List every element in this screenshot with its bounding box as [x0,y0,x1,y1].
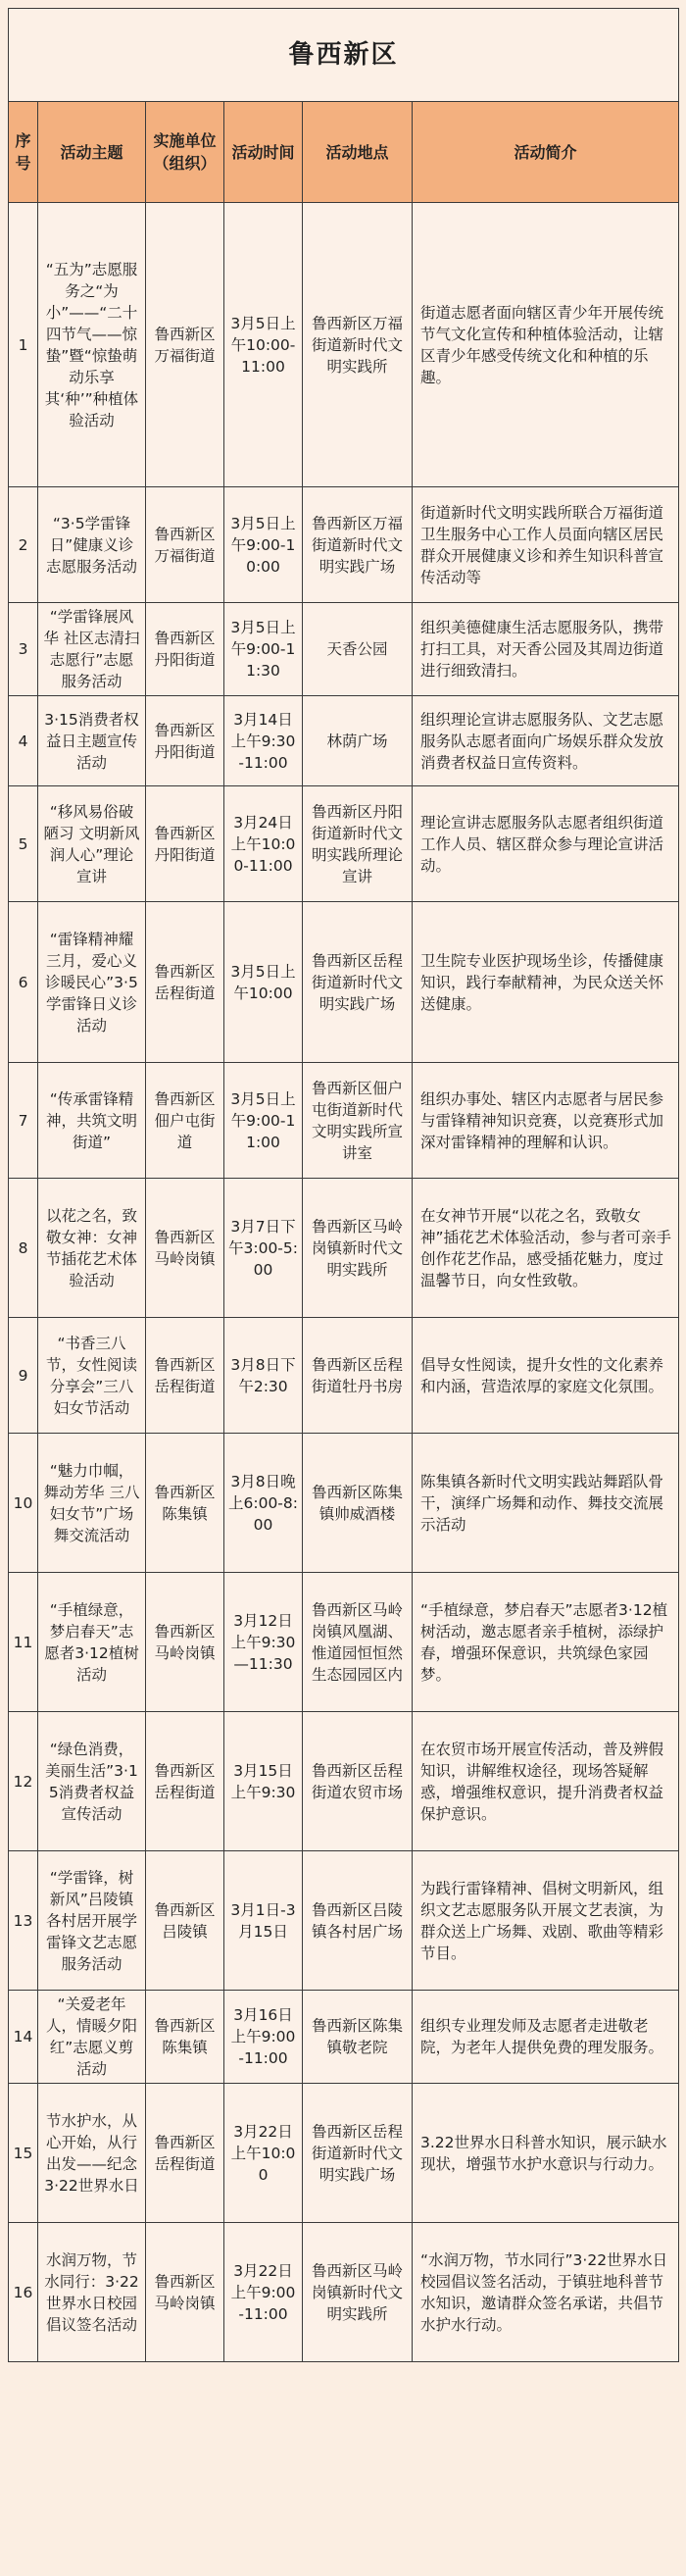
row-number: 3 [9,603,38,696]
activity-intro: “手植绿意，梦启春天”志愿者3·12植树活动，邀志愿者亲手植树，添绿护春，增强环保意识，共筑绿色家园梦。 [413,1573,679,1712]
row-number: 13 [9,1851,38,1991]
organizer: 鲁西新区陈集镇 [146,1991,224,2084]
activity-time: 3月15日上午9:30 [224,1712,303,1851]
row-number: 7 [9,1063,38,1179]
activity-theme: 水润万物，节水同行：3·22世界水日校园倡议签名活动 [38,2223,146,2362]
activity-theme: “魅力巾帼，舞动芳华 三八妇女节”广场舞交流活动 [38,1434,146,1573]
row-number: 9 [9,1318,38,1434]
activity-intro: 在农贸市场开展宣传活动，普及辨假知识，讲解维权途径，现场答疑解惑，增强维权意识，提升消费者权益保护意识。 [413,1712,679,1851]
activity-place: 鲁西新区马岭岗镇新时代文明实践所 [303,2223,413,2362]
activity-theme: “学雷锋展风华 社区志清扫志愿行”志愿服务活动 [38,603,146,696]
activity-time: 3月14日上午9:30-11:00 [224,696,303,786]
activity-theme: “书香三八节，女性阅读分享会”三八妇女节活动 [38,1318,146,1434]
row-number: 11 [9,1573,38,1712]
activity-place: 鲁西新区陈集镇帅威酒楼 [303,1434,413,1573]
table-row [9,487,679,603]
organizer: 鲁西新区丹阳街道 [146,696,224,786]
row-number: 15 [9,2084,38,2223]
activity-intro: 3.22世界水日科普水知识，展示缺水现状，增强节水护水意识与行动力。 [413,2084,679,2223]
activity-intro: “水润万物，节水同行”3·22世界水日校园倡议签名活动，于镇驻地科普节水知识，邀请群众签名承诺，共倡节水护水行动。 [413,2223,679,2362]
activity-place: 鲁西新区吕陵镇各村居广场 [303,1851,413,1991]
activity-intro: 街道新时代文明实践所联合万福街道卫生服务中心工作人员面向辖区居民群众开展健康义诊和养生知识科普宣传活动等 [413,487,679,603]
activity-place: 鲁西新区岳程街道牡丹书房 [303,1318,413,1434]
activity-intro: 组织理论宣讲志愿服务队、文艺志愿服务队志愿者面向广场娱乐群众发放消费者权益日宣传资料。 [413,696,679,786]
activity-theme: “3·5学雷锋日”健康义诊志愿服务活动 [38,487,146,603]
activity-time: 3月8日下午2:30 [224,1318,303,1434]
table-row [9,2084,679,2223]
table-row [9,1851,679,1991]
table-row [9,2223,679,2362]
activity-place: 鲁西新区佃户屯街道新时代文明实践所宣讲室 [303,1063,413,1179]
activity-time: 3月12日上午9:30—11:30 [224,1573,303,1712]
activity-place: 鲁西新区万福街道新时代文明实践所 [303,203,413,487]
activity-theme: “绿色消费，美丽生活”3·15消费者权益宣传活动 [38,1712,146,1851]
row-number: 8 [9,1179,38,1318]
activity-place: 鲁西新区陈集镇敬老院 [303,1991,413,2084]
table-row [9,1179,679,1318]
activity-time: 3月5日上午10:00 [224,902,303,1063]
activity-intro: 组织办事处、辖区内志愿者与居民参与雷锋精神知识竞赛，以竞赛形式加深对雷锋精神的理解和认识。 [413,1063,679,1179]
activity-theme: 3·15消费者权益日主题宣传活动 [38,696,146,786]
organizer: 鲁西新区马岭岗镇 [146,2223,224,2362]
table-row [9,696,679,786]
activity-time: 3月5日上午9:00-11:00 [224,1063,303,1179]
organizer: 鲁西新区马岭岗镇 [146,1179,224,1318]
organizer: 鲁西新区佃户屯街道 [146,1063,224,1179]
table-row [9,1063,679,1179]
activity-time: 3月5日上午10:00-11:00 [224,203,303,487]
activity-theme: “五为”志愿服务之“为小”——“二十四节气——惊蛰”暨“惊蛰萌动乐享其‘种’”种植体验活动 [38,203,146,487]
activity-place: 鲁西新区万福街道新时代文明实践广场 [303,487,413,603]
activity-intro: 陈集镇各新时代文明实践站舞蹈队骨干，演绎广场舞和动作、舞技交流展示活动 [413,1434,679,1573]
activity-theme: “学雷锋，树新风”吕陵镇各村居开展学雷锋文艺志愿服务活动 [38,1851,146,1991]
row-number: 12 [9,1712,38,1851]
activity-theme: “传承雷锋精神，共筑文明街道” [38,1063,146,1179]
table-row [9,786,679,902]
row-number: 10 [9,1434,38,1573]
organizer: 鲁西新区万福街道 [146,203,224,487]
activity-intro: 组织美德健康生活志愿服务队，携带打扫工具，对天香公园及其周边街道进行细致清扫。 [413,603,679,696]
table-row [9,1318,679,1434]
organizer: 鲁西新区丹阳街道 [146,786,224,902]
table-row [9,1712,679,1851]
activity-place: 鲁西新区岳程街道新时代文明实践广场 [303,902,413,1063]
header-no: 序号 [9,102,38,203]
activity-time: 3月22日上午10:00 [224,2084,303,2223]
organizer: 鲁西新区岳程街道 [146,902,224,1063]
organizer: 鲁西新区马岭岗镇 [146,1573,224,1712]
activity-theme: “雷锋精神耀三月，爱心义诊暖民心”3·5学雷锋日义诊活动 [38,902,146,1063]
header-intro: 活动简介 [413,102,679,203]
table-row [9,1991,679,2084]
page-title: 鲁西新区 [9,9,679,102]
table-row [9,1434,679,1573]
table-row [9,1573,679,1712]
activity-time: 3月5日上午9:00-10:00 [224,487,303,603]
row-number: 16 [9,2223,38,2362]
activity-intro: 倡导女性阅读，提升女性的文化素养和内涵，营造浓厚的家庭文化氛围。 [413,1318,679,1434]
header-row [9,102,679,203]
header-time: 活动时间 [224,102,303,203]
activity-time: 3月16日上午9:00-11:00 [224,1991,303,2084]
activity-intro: 理论宣讲志愿服务队志愿者组织街道工作人员、辖区群众参与理论宣讲活动。 [413,786,679,902]
activity-place: 鲁西新区马岭岗镇新时代文明实践所 [303,1179,413,1318]
activity-place: 天香公园 [303,603,413,696]
activity-theme: “关爱老年人，情暖夕阳红”志愿义剪活动 [38,1991,146,2084]
activity-table-container [8,8,678,2362]
activity-time: 3月22日上午9:00-11:00 [224,2223,303,2362]
activity-intro: 为践行雷锋精神、倡树文明新风，组织文艺志愿服务队开展文艺表演，为群众送上广场舞、戏剧、歌曲等精彩节目。 [413,1851,679,1991]
row-number: 4 [9,696,38,786]
activity-place: 鲁西新区岳程街道新时代文明实践广场 [303,2084,413,2223]
title-row [9,9,679,102]
activity-intro: 在女神节开展“以花之名，致敬女神”插花艺术体验活动，参与者可亲手创作花艺作品，感受插花魅力，度过温馨节日，向女性致敬。 [413,1179,679,1318]
activity-place: 林荫广场 [303,696,413,786]
activity-intro: 组织专业理发师及志愿者走进敬老院，为老年人提供免费的理发服务。 [413,1991,679,2084]
row-number: 1 [9,203,38,487]
activity-place: 鲁西新区丹阳街道新时代文明实践所理论宣讲 [303,786,413,902]
activity-theme: “手植绿意，梦启春天”志愿者3·12植树活动 [38,1573,146,1712]
header-org: 实施单位（组织） [146,102,224,203]
header-place: 活动地点 [303,102,413,203]
row-number: 14 [9,1991,38,2084]
activity-place: 鲁西新区岳程街道农贸市场 [303,1712,413,1851]
activity-place: 鲁西新区马岭岗镇风凰湖、惟道园恒恒然生态园园区内 [303,1573,413,1712]
organizer: 鲁西新区吕陵镇 [146,1851,224,1991]
activity-time: 3月8日晚上6:00-8:00 [224,1434,303,1573]
organizer: 鲁西新区陈集镇 [146,1434,224,1573]
organizer: 鲁西新区岳程街道 [146,1712,224,1851]
table-row [9,902,679,1063]
activity-intro: 卫生院专业医护现场坐诊，传播健康知识，践行奉献精神，为民众送关怀送健康。 [413,902,679,1063]
activity-time: 3月5日上午9:00-11:30 [224,603,303,696]
organizer: 鲁西新区岳程街道 [146,1318,224,1434]
organizer: 鲁西新区丹阳街道 [146,603,224,696]
activity-time: 3月7日下午3:00-5:00 [224,1179,303,1318]
activity-intro: 街道志愿者面向辖区青少年开展传统节气文化宣传和种植体验活动，让辖区青少年感受传统文化和种植的乐趣。 [413,203,679,487]
row-number: 2 [9,487,38,603]
activity-table [8,8,679,2362]
organizer: 鲁西新区岳程街道 [146,2084,224,2223]
activity-time: 3月1日-3月15日 [224,1851,303,1991]
row-number: 6 [9,902,38,1063]
organizer: 鲁西新区万福街道 [146,487,224,603]
activity-theme: 以花之名，致敬女神：女神节插花艺术体验活动 [38,1179,146,1318]
activity-time: 3月24日上午10:00-11:00 [224,786,303,902]
activity-theme: 节水护水，从心开始，从行出发——纪念3·22世界水日 [38,2084,146,2223]
table-row [9,203,679,487]
row-number: 5 [9,786,38,902]
table-row [9,603,679,696]
header-theme: 活动主题 [38,102,146,203]
activity-theme: “移风易俗破陋习 文明新风润人心”理论宣讲 [38,786,146,902]
